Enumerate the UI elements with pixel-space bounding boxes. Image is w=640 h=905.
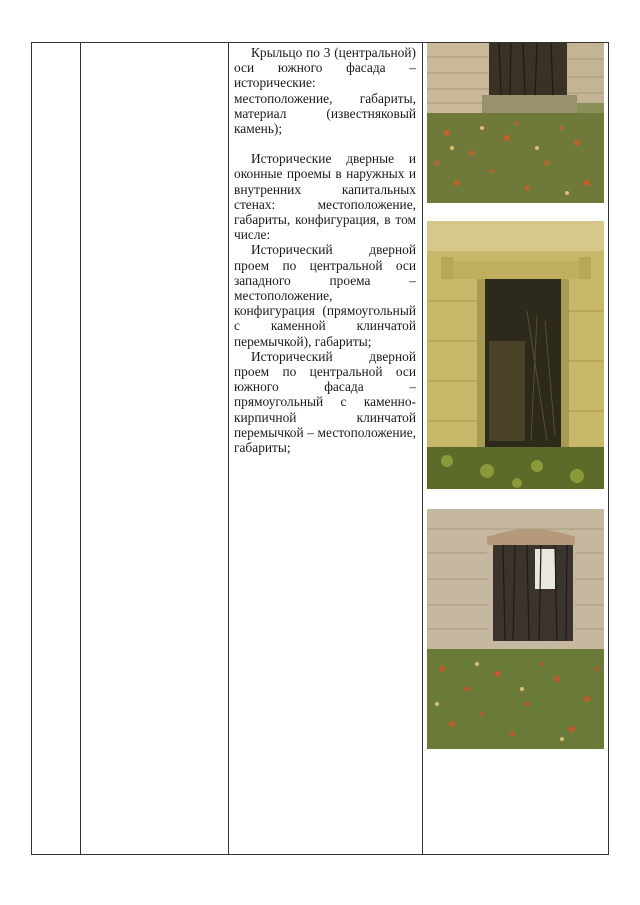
photo-west-doorway [427, 221, 604, 489]
paragraph-west-doorway: Исторический дверной проем по центральной оси западного проема – местоположение, конфигурация (прямоугольный с каменной клинчатой перемычкой), габариты; [234, 242, 416, 349]
photo-porch-south-facade [427, 43, 604, 203]
attribute-table [31, 42, 609, 855]
photo-south-doorway [427, 509, 604, 749]
description-cell [234, 45, 416, 455]
paragraph-south-doorway: Исторический дверной проем по центральной оси южного фасада – прямоугольный с каменно-кирпичной клинчатой перемычкой – местоположение, габариты; [234, 348, 416, 456]
paragraph-openings: Исторические дверные и оконные проемы в наружных и внутренних капитальных стенах: местоположение, габариты, конфигурация, в том числе: [234, 151, 416, 243]
column-divider [228, 43, 229, 854]
column-divider [80, 43, 81, 854]
column-divider [422, 43, 423, 854]
paragraph-porch: Крыльцо по 3 (центральной) оси южного фасада – исторические: местоположение, габариты, материал (известняковый камень); [234, 45, 416, 137]
